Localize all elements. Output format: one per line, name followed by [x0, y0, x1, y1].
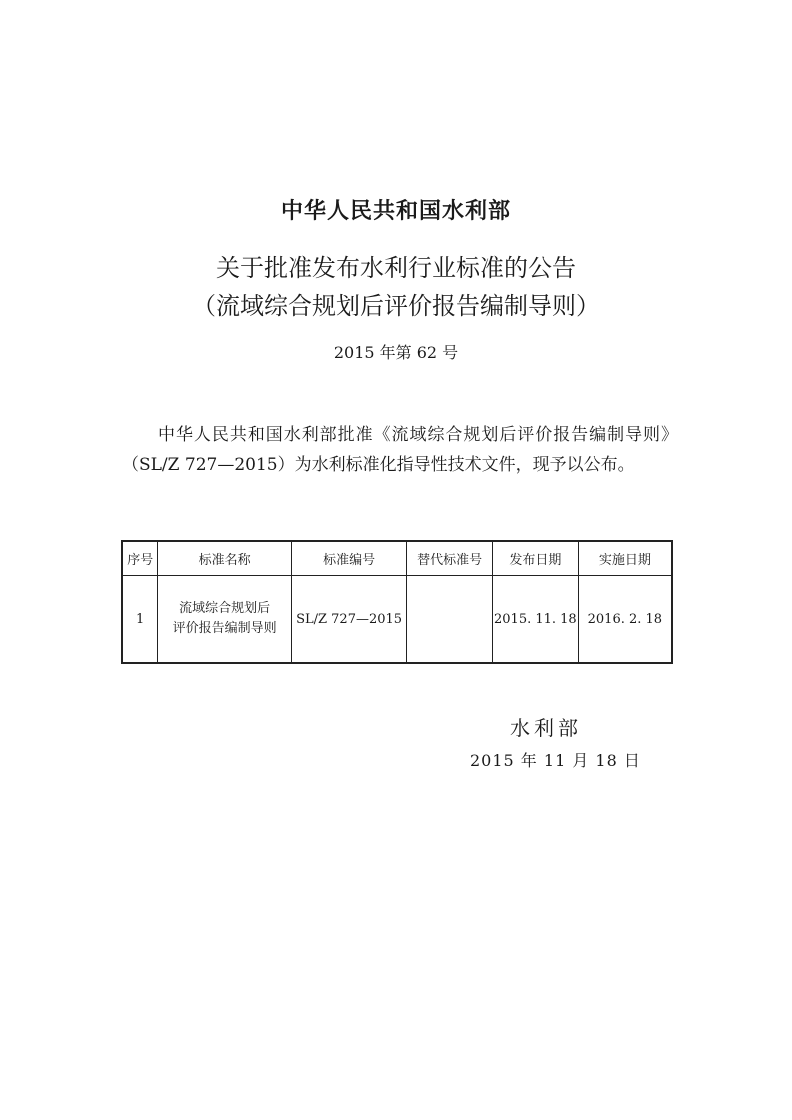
cell-index: 1 [122, 576, 158, 664]
header-standard-name: 标准名称 [158, 541, 291, 576]
header-standard-code: 标准编号 [291, 541, 407, 576]
signature-organization: 水利部 [510, 716, 582, 740]
cell-standard-code: SL/Z 727—2015 [291, 576, 407, 664]
cell-replaced-code [407, 576, 493, 664]
cell-standard-name [158, 576, 291, 664]
issuing-ministry: 中华人民共和国水利部 [280, 199, 511, 224]
notice-body-paragraph: 中华人民共和国水利部批准《流域综合规划后评价报告编制导则》（SL/Z 727—2015）为水利标准化指导性技术文件，现予以公布。 [122, 425, 678, 475]
header-index: 序号 [122, 541, 158, 576]
signature-date: 2015 年 11 月 18 日 [470, 751, 641, 770]
table-header-row [122, 541, 672, 576]
header-effective-date: 实施日期 [578, 541, 672, 576]
standards-table [121, 540, 673, 664]
notice-title: 关于批准发布水利行业标准的公告 [216, 254, 576, 282]
table-row [122, 576, 672, 664]
header-replaced-code: 替代标准号 [407, 541, 493, 576]
notice-subtitle: （流域综合规划后评价报告编制导则） [192, 292, 600, 320]
header-publish-date: 发布日期 [492, 541, 578, 576]
cell-standard-name-line1: 流域综合规划后 [179, 601, 271, 616]
cell-standard-name-line2: 评价报告编制导则 [172, 621, 277, 636]
cell-publish-date: 2015. 11. 18 [492, 576, 578, 664]
cell-effective-date: 2016. 2. 18 [578, 576, 672, 664]
document-number: 2015 年第 62 号 [333, 343, 459, 362]
